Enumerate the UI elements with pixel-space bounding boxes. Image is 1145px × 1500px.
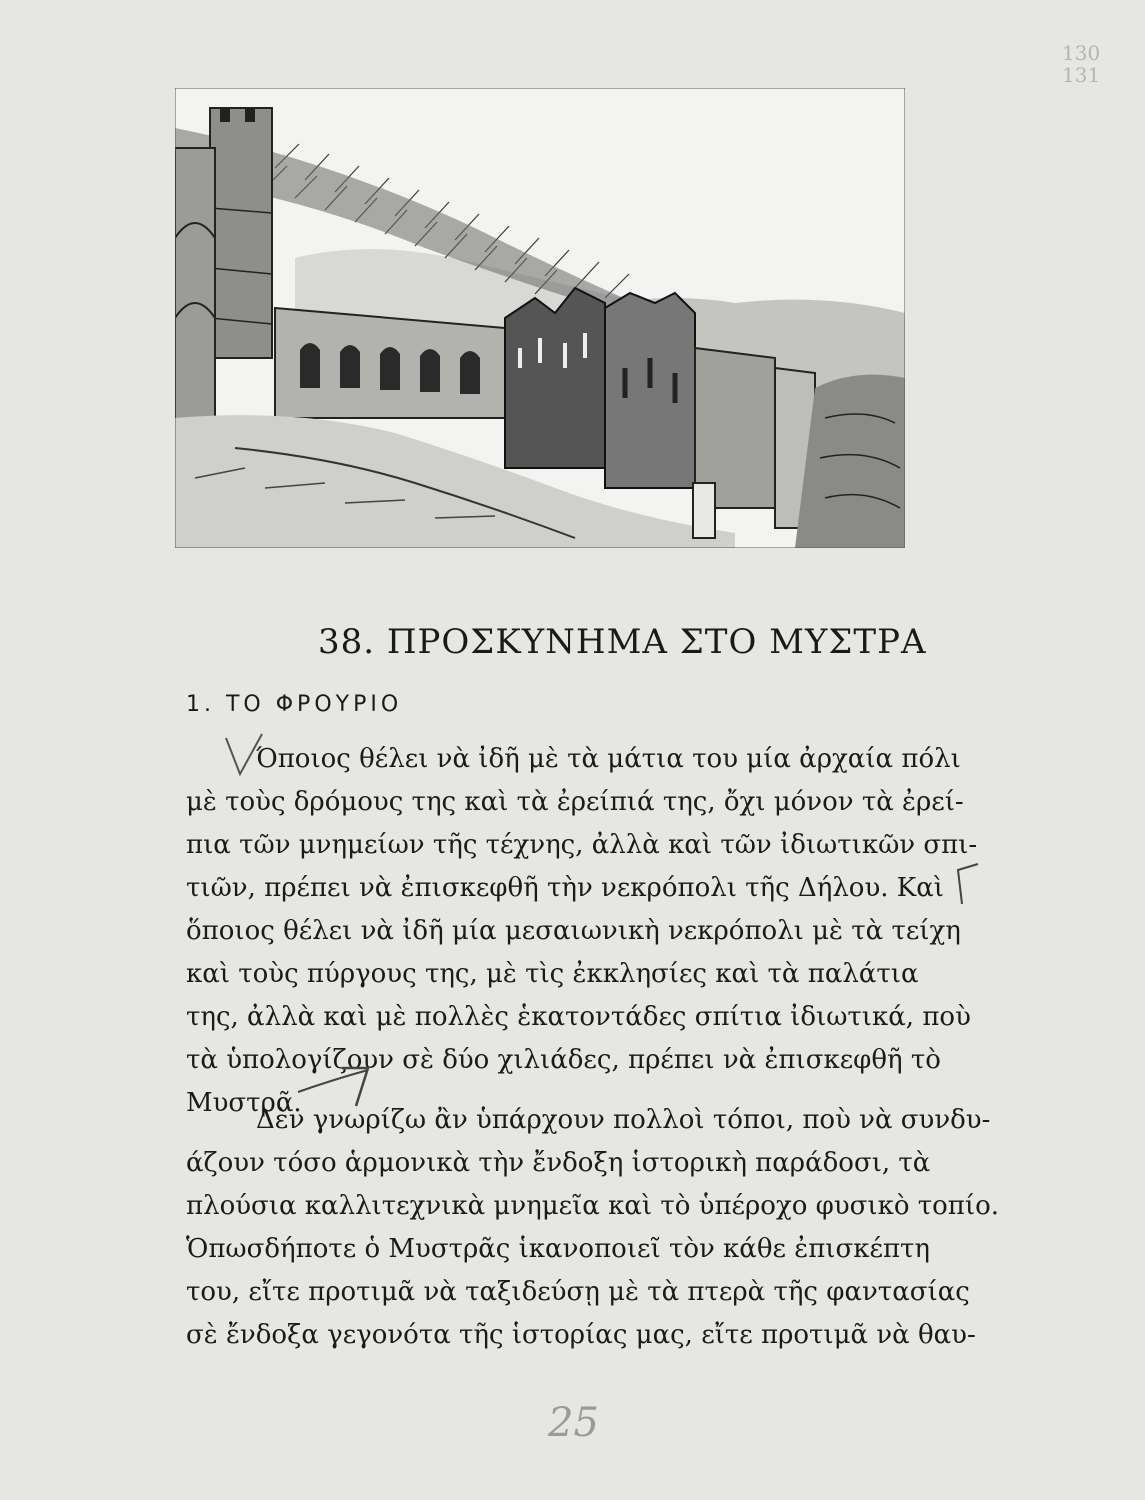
text-line: μὲ τοὺς δρόμους της καὶ τὰ ἐρείπιά της, ὄχι μόνον τὰ ἐρεί- <box>186 787 964 817</box>
corner-page-numbers <box>1062 42 1100 86</box>
page-number: 25 <box>548 1400 599 1446</box>
text-line: άζουν τόσο ἁρμονικὰ τὴν ἔνδοξη ἱστορικὴ παράδοσι, τὰ <box>186 1148 931 1178</box>
text-line: Όποιος θέλει νὰ ἰδῆ μὲ τὰ μάτια του μία ἀρχαία πόλι <box>256 744 961 774</box>
illustration-ruins <box>175 88 905 548</box>
text-line: τὰ ὑπολογίζουν σὲ δύο χιλιάδες, πρέπει νὰ ἐπισκεφθῆ τὸ <box>186 1045 941 1075</box>
text-line: τιῶν, πρέπει νὰ ἐπισκεφθῆ τὴν νεκρόπολι τῆς Δήλου. Καὶ <box>186 873 944 903</box>
text-line: Μυστρᾶ. <box>186 1088 302 1118</box>
paragraph-2 <box>186 1099 999 1357</box>
text-line: του, εἴτε προτιμᾶ νὰ ταξιδεύσῃ μὲ τὰ πτερὰ τῆς φαντασίας <box>186 1277 970 1307</box>
pencil-numeral-mark-icon <box>338 1062 374 1108</box>
pencil-bracket-mark-icon <box>952 858 982 908</box>
chapter-title: 38. ΠΡΟΣΚΥΝΗΜΑ ΣΤΟ ΜΥΣΤΡΑ <box>318 622 927 662</box>
text-line: Ὁπωσδήποτε ὁ Μυστρᾶς ἱκανοποιεῖ τὸν κάθε ἐπισκέπτη <box>186 1234 930 1264</box>
corner-number-top: 130 <box>1062 41 1101 65</box>
pencil-check-mark-icon <box>222 730 268 782</box>
text-line: σὲ ἔνδοξα γεγονότα τῆς ἱστορίας μας, εἴτε προτιμᾶ νὰ θαυ- <box>186 1320 976 1350</box>
text-line: Δὲν γνωρίζω ἂν ὑπάρχουν πολλοὶ τόποι, ποὺ νὰ συνδυ- <box>256 1105 991 1135</box>
corner-number-bottom: 131 <box>1062 63 1101 87</box>
text-line: πια τῶν μνημείων τῆς τέχνης, ἀλλὰ καὶ τῶν ἰδιωτικῶν σπι- <box>186 830 978 860</box>
text-line: ὅποιος θέλει νὰ ἰδῆ μία μεσαιωνικὴ νεκρόπολι μὲ τὰ τείχη <box>186 916 961 946</box>
text-line: πλούσια καλλιτεχνικὰ μνημεῖα καὶ τὸ ὑπέροχο φυσικὸ τοπίο. <box>186 1191 999 1221</box>
text-line: καὶ τοὺς πύργους της, μὲ τὶς ἐκκλησίες καὶ τὰ παλάτια <box>186 959 919 989</box>
ruined-fortress-illustration-icon <box>175 88 905 548</box>
section-title: 1. ΤΟ ΦΡΟΥΡΙΟ <box>186 692 403 717</box>
text-line: της, ἀλλὰ καὶ μὲ πολλὲς ἑκατοντάδες σπίτια ἰδιωτικά, ποὺ <box>186 1002 971 1032</box>
